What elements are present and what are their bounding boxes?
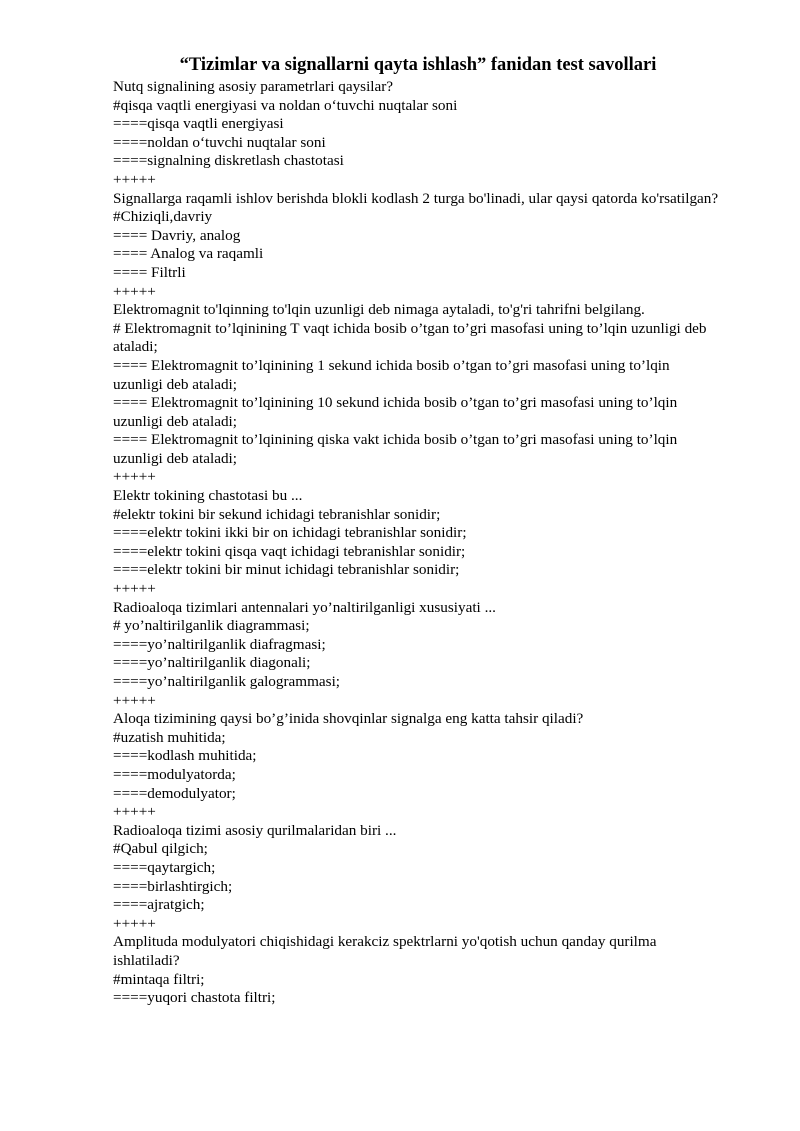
question-line: Radioaloqa tizimlari antennalari yo’naltirilganligi xususiyati ... bbox=[113, 598, 496, 616]
question-line: Elektromagnit to'lqinning to'lqin uzunligi deb nimaga aytaladi, to'g'ri tahrifni belgilang. bbox=[113, 301, 645, 319]
question-line: Aloqa tizimining qaysi bo’g’inida shovqinlar signalga eng katta tahsir qiladi? bbox=[113, 710, 584, 728]
question-separator: +++++ bbox=[113, 468, 156, 486]
document-page bbox=[113, 53, 723, 1008]
answer-option-line: ==== Elektromagnit to’lqinining 1 sekund ichida bosib o’tgan to’gri masofasi uning to’lqin uzunligi deb ataladi; bbox=[113, 356, 670, 393]
answer-option-line: ====yo’naltirilganlik galogrammasi; bbox=[113, 673, 341, 690]
answer-option-line: ====yuqori chastota filtri; bbox=[113, 989, 276, 1007]
answer-option-line: ====yo’naltirilganlik diafragmasi; bbox=[113, 635, 326, 653]
correct-answer-line: #elektr tokini bir sekund ichidagi tebranishlar sonidir; bbox=[113, 505, 441, 523]
document-body bbox=[113, 78, 723, 1008]
correct-answer-line: #uzatish muhitida; bbox=[113, 728, 226, 746]
correct-answer-line: # yo’naltirilganlik diagrammasi; bbox=[113, 617, 310, 635]
answer-option-line: ==== Analog va raqamli bbox=[113, 245, 264, 263]
question-line: Amplituda modulyatori chiqishidagi kerakciz spektrlarni yo'qotish uchun qanday qurilma ishlatiladi? bbox=[113, 933, 657, 969]
question-separator: +++++ bbox=[113, 803, 156, 821]
answer-option-line: ====modulyatorda; bbox=[113, 765, 236, 783]
answer-option-line: ====signalning diskretlash chastotasi bbox=[113, 152, 344, 170]
question-line: Nutq signalining asosiy parametrlari qaysilar? bbox=[113, 78, 394, 95]
answer-option-line: ====yo’naltirilganlik diagonali; bbox=[113, 654, 311, 672]
question-separator: +++++ bbox=[113, 282, 156, 300]
question-separator: +++++ bbox=[113, 170, 156, 188]
answer-option-line: ====qisqa vaqtli energiyasi bbox=[113, 115, 284, 133]
question-separator: +++++ bbox=[113, 914, 156, 932]
answer-option-line: ====qaytargich; bbox=[113, 858, 216, 876]
answer-option-line: ====ajratgich; bbox=[113, 896, 205, 914]
question-separator: +++++ bbox=[113, 691, 156, 709]
correct-answer-line: #Chiziqli,davriy bbox=[113, 208, 213, 226]
question-separator: +++++ bbox=[113, 580, 156, 598]
answer-option-line: ==== Elektromagnit to’lqinining 10 sekund ichida bosib o’tgan to’gri masofasi uning to’lqin uzunligi deb ataladi; bbox=[113, 394, 678, 430]
correct-answer-line: # Elektromagnit to’lqinining T vaqt ichida bosib o’tgan to’gri masofasi uning to’lqin uzunligi deb ataladi; bbox=[113, 319, 707, 356]
answer-option-line: ====elektr tokini qisqa vaqt ichidagi tebranishlar sonidir; bbox=[113, 542, 466, 560]
question-line: Radioaloqa tizimi asosiy qurilmalaridan biri ... bbox=[113, 821, 397, 839]
document-title: “Tizimlar va signallarni qayta ishlash” fanidan test savollari bbox=[179, 55, 657, 75]
answer-option-line: ====elektr tokini ikki bir on ichidagi tebranishlar sonidir; bbox=[113, 524, 467, 542]
correct-answer-line: #qisqa vaqtli energiyasi va noldan o‘tuvchi nuqtalar soni bbox=[113, 96, 458, 114]
answer-option-line: ====kodlash muhitida; bbox=[113, 747, 257, 765]
answer-option-line: ====elektr tokini bir minut ichidagi tebranishlar sonidir; bbox=[113, 561, 460, 579]
answer-option-line: ====birlashtirgich; bbox=[113, 877, 233, 895]
answer-option-line: ==== Filtrli bbox=[113, 263, 186, 281]
question-line: Elektr tokining chastotasi bu ... bbox=[113, 487, 303, 505]
correct-answer-line: #Qabul qilgich; bbox=[113, 840, 208, 858]
correct-answer-line: #mintaqa filtri; bbox=[113, 970, 205, 988]
answer-option-line: ====noldan o‘tuvchi nuqtalar soni bbox=[113, 133, 326, 151]
answer-option-line: ====demodulyator; bbox=[113, 784, 236, 802]
answer-option-line: ==== Elektromagnit to’lqinining qiska vakt ichida bosib o’tgan to’gri masofasi uning to’lqin uzunligi deb ataladi; bbox=[113, 431, 678, 467]
question-line: Signallarga raqamli ishlov berishda blokli kodlash 2 turga bo'linadi, ular qaysi qatorda ko'rsatilgan? bbox=[113, 189, 719, 207]
answer-option-line: ==== Davriy, analog bbox=[113, 226, 241, 244]
